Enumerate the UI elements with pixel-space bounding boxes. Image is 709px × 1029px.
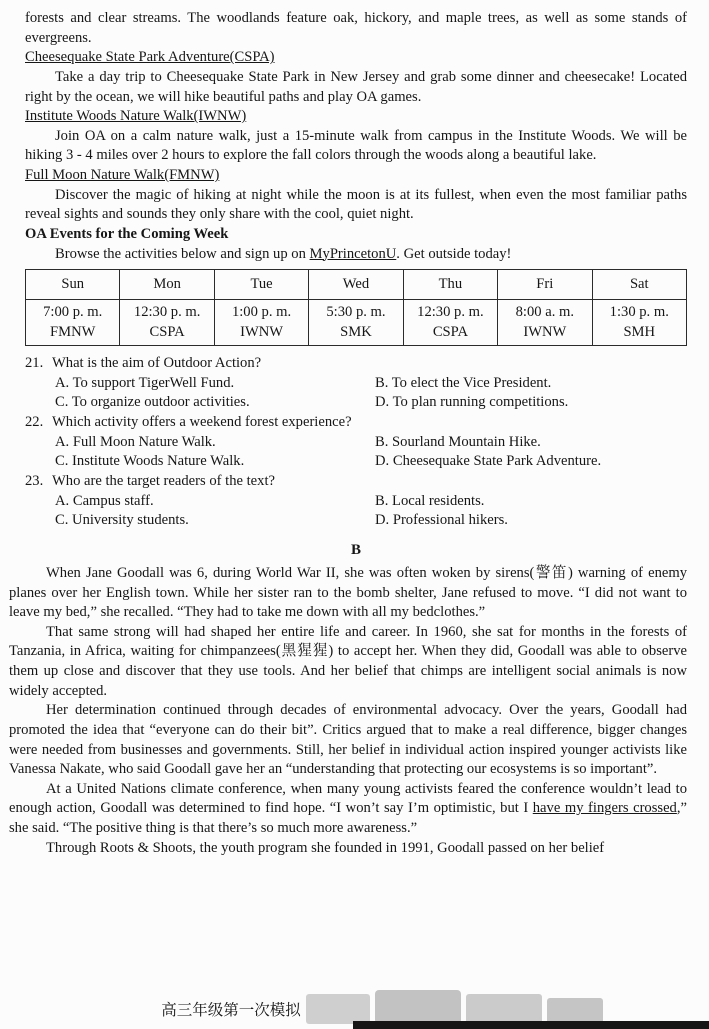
activity-heading-cspa: Cheesequake State Park Adventure(CSPA): [25, 49, 275, 66]
table-header-cell: Wed: [309, 270, 403, 300]
myprincetonu-underlined-text: MyPrincetonU: [309, 245, 397, 262]
option-row: [25, 374, 687, 394]
event-time: 7:00 p. m.: [43, 304, 103, 320]
footer-text: 高三年级第一次模拟: [161, 1002, 301, 1019]
event-time: 5:30 p. m.: [326, 304, 386, 320]
scan-edge-artifact: [353, 1021, 709, 1029]
event-code: SMH: [623, 323, 656, 340]
redaction-block: [466, 994, 542, 1024]
question-number: 23.: [25, 472, 44, 489]
table-header-cell: Fri: [498, 270, 592, 300]
events-intro: [25, 245, 687, 265]
events-table: [25, 269, 687, 346]
question-23: [25, 472, 687, 531]
question-number: 22.: [25, 414, 44, 430]
option-d: D. To plan running competitions.: [375, 394, 569, 411]
event-time: 8:00 a. m.: [515, 304, 574, 320]
question-text: What is the aim of Outdoor Action?: [52, 355, 262, 372]
redaction-block: [375, 990, 461, 1024]
question-line: [25, 472, 687, 492]
table-cell: [26, 300, 120, 346]
option-row: [25, 433, 687, 453]
passage-b: [9, 564, 687, 858]
option-a: A. Full Moon Nature Walk.: [55, 433, 216, 450]
table-cell: [498, 300, 592, 346]
event-code: FMNW: [50, 323, 96, 340]
event-time: 1:30 p. m.: [609, 304, 669, 320]
events-intro-before: Browse the activities below and sign up on: [55, 245, 310, 262]
page-footer: [0, 990, 709, 1024]
table-header-cell: Sat: [592, 270, 686, 300]
question-text: Which activity offers a weekend forest experience?: [52, 414, 352, 430]
passage-paragraph: [9, 780, 687, 839]
event-time: 1:00 p. m.: [231, 304, 292, 320]
event-code: CSPA: [149, 323, 185, 340]
events-heading: OA Events for the Coming Week: [25, 225, 229, 242]
question-22: [25, 413, 687, 472]
events-table-header-row: [26, 270, 687, 300]
activity-body-iwnw: Join OA on a calm nature walk, just a 15-minute walk from campus in the Institute Woods. We will be hiking 3 - 4 miles over 2 hours to explore the fall colors through the woods along a beautiful lake.: [25, 127, 687, 164]
table-header-cell: Tue: [214, 270, 308, 300]
event-code: IWNW: [523, 323, 567, 340]
activity-cspa: [25, 48, 687, 107]
option-a: A. Campus staff.: [55, 492, 154, 509]
passage-paragraph: Through Roots & Shoots, the youth program she founded in 1991, Goodall passed on her belief: [46, 839, 605, 856]
event-time: 12:30 p. m.: [417, 304, 484, 320]
option-a: A. To support TigerWell Fund.: [55, 374, 235, 391]
paragraph-segment: At a United Nations climate conference, when many young activists feared the conference wouldn’t lead to enough action, Goodall was determined to find hope. “I won’t say I’m optimistic, but I: [9, 780, 687, 817]
question-number: 21.: [25, 355, 44, 372]
option-row: [25, 393, 687, 413]
redaction-block: [306, 994, 370, 1024]
event-code: IWNW: [240, 323, 284, 340]
question-text: Who are the target readers of the text?: [52, 472, 275, 489]
underlined-phrase: have my fingers crossed: [532, 800, 677, 817]
option-c: C. University students.: [55, 512, 189, 529]
option-row: [25, 492, 687, 512]
option-d: D. Cheesequake State Park Adventure.: [375, 453, 602, 470]
events-table-data-row: [26, 300, 687, 346]
question-line: [25, 354, 687, 374]
option-b: B. Sourland Mountain Hike.: [375, 433, 541, 450]
table-header-cell: Sun: [26, 270, 120, 300]
event-time: 12:30 p. m.: [133, 304, 201, 320]
option-row: [25, 452, 687, 472]
events-intro-after: . Get outside today!: [396, 245, 512, 262]
activity-heading-iwnw: Institute Woods Nature Walk(IWNW): [25, 108, 247, 125]
activity-iwnw: [25, 107, 687, 166]
table-cell: [214, 300, 308, 346]
option-c: C. Institute Woods Nature Walk.: [55, 453, 245, 470]
option-c: C. To organize outdoor activities.: [55, 394, 250, 411]
table-header-cell: Mon: [120, 270, 214, 300]
table-cell: [403, 300, 497, 346]
passage-paragraph: Her determination continued through decades of environmental advocacy. Over the years, Goodall had promoted the idea that “everyone can do their bit”. Critics argued that to make a real difference, bigger changes were needed from businesses and governments. Still, her belief in individual action inspired younger activists like Vanessa Nakate, who said Goodall gave her an “understanding that protecting our ecosystems is so important”.: [9, 702, 687, 778]
section-b-label: B: [350, 541, 361, 558]
table-cell: [592, 300, 686, 346]
option-b: B. To elect the Vice President.: [375, 374, 552, 391]
option-row: [25, 511, 687, 531]
passage-paragraph: When Jane Goodall was 6, during World War II, she was often woken by sirens(警笛) warning of enemy planes over her English town. While her sister ran to the bomb shelter, Jane refused to move. “I did not want to leave my bed,” she recalled. “They had to take me down with all my bedclothes.”: [9, 564, 687, 621]
activity-body-fmnw: Discover the magic of hiking at night while the moon is at its fullest, when even the most familiar paths reveal sights and sounds they only share with the cool, quiet night.: [25, 186, 687, 223]
question-line: [25, 413, 687, 433]
activity-fmnw: [25, 166, 687, 225]
activity-body-cspa: Take a day trip to Cheesequake State Park in New Jersey and grab some dinner and cheesecake! Located right by the ocean, we will hike beautiful paths and play OA games.: [25, 68, 687, 105]
passage-paragraph: That same strong will had shaped her entire life and career. In 1960, she sat for months in the forests of Tanzania, in Africa, waiting for chimpanzees(黑猩猩) to accept her. When they did, Goodall was able to observe them up close and discover that they use tools. And her belief that chimps are intelligent social animals is now widely accepted.: [9, 623, 687, 699]
event-code: CSPA: [432, 323, 468, 340]
paragraph-segment: ,” she said. “The positive thing is that there’s so much more awareness.”: [9, 800, 687, 837]
question-21: [25, 354, 687, 413]
continuation-paragraph: forests and clear streams. The woodlands feature oak, hickory, and maple trees, as well as some stands of evergreens.: [25, 10, 687, 46]
table-cell: [309, 300, 403, 346]
table-header-cell: Thu: [403, 270, 497, 300]
table-cell: [120, 300, 214, 346]
activity-heading-fmnw: Full Moon Nature Walk(FMNW): [25, 167, 220, 183]
event-code: SMK: [340, 323, 372, 340]
option-d: D. Professional hikers.: [375, 512, 508, 529]
option-b: B. Local residents.: [375, 492, 485, 509]
